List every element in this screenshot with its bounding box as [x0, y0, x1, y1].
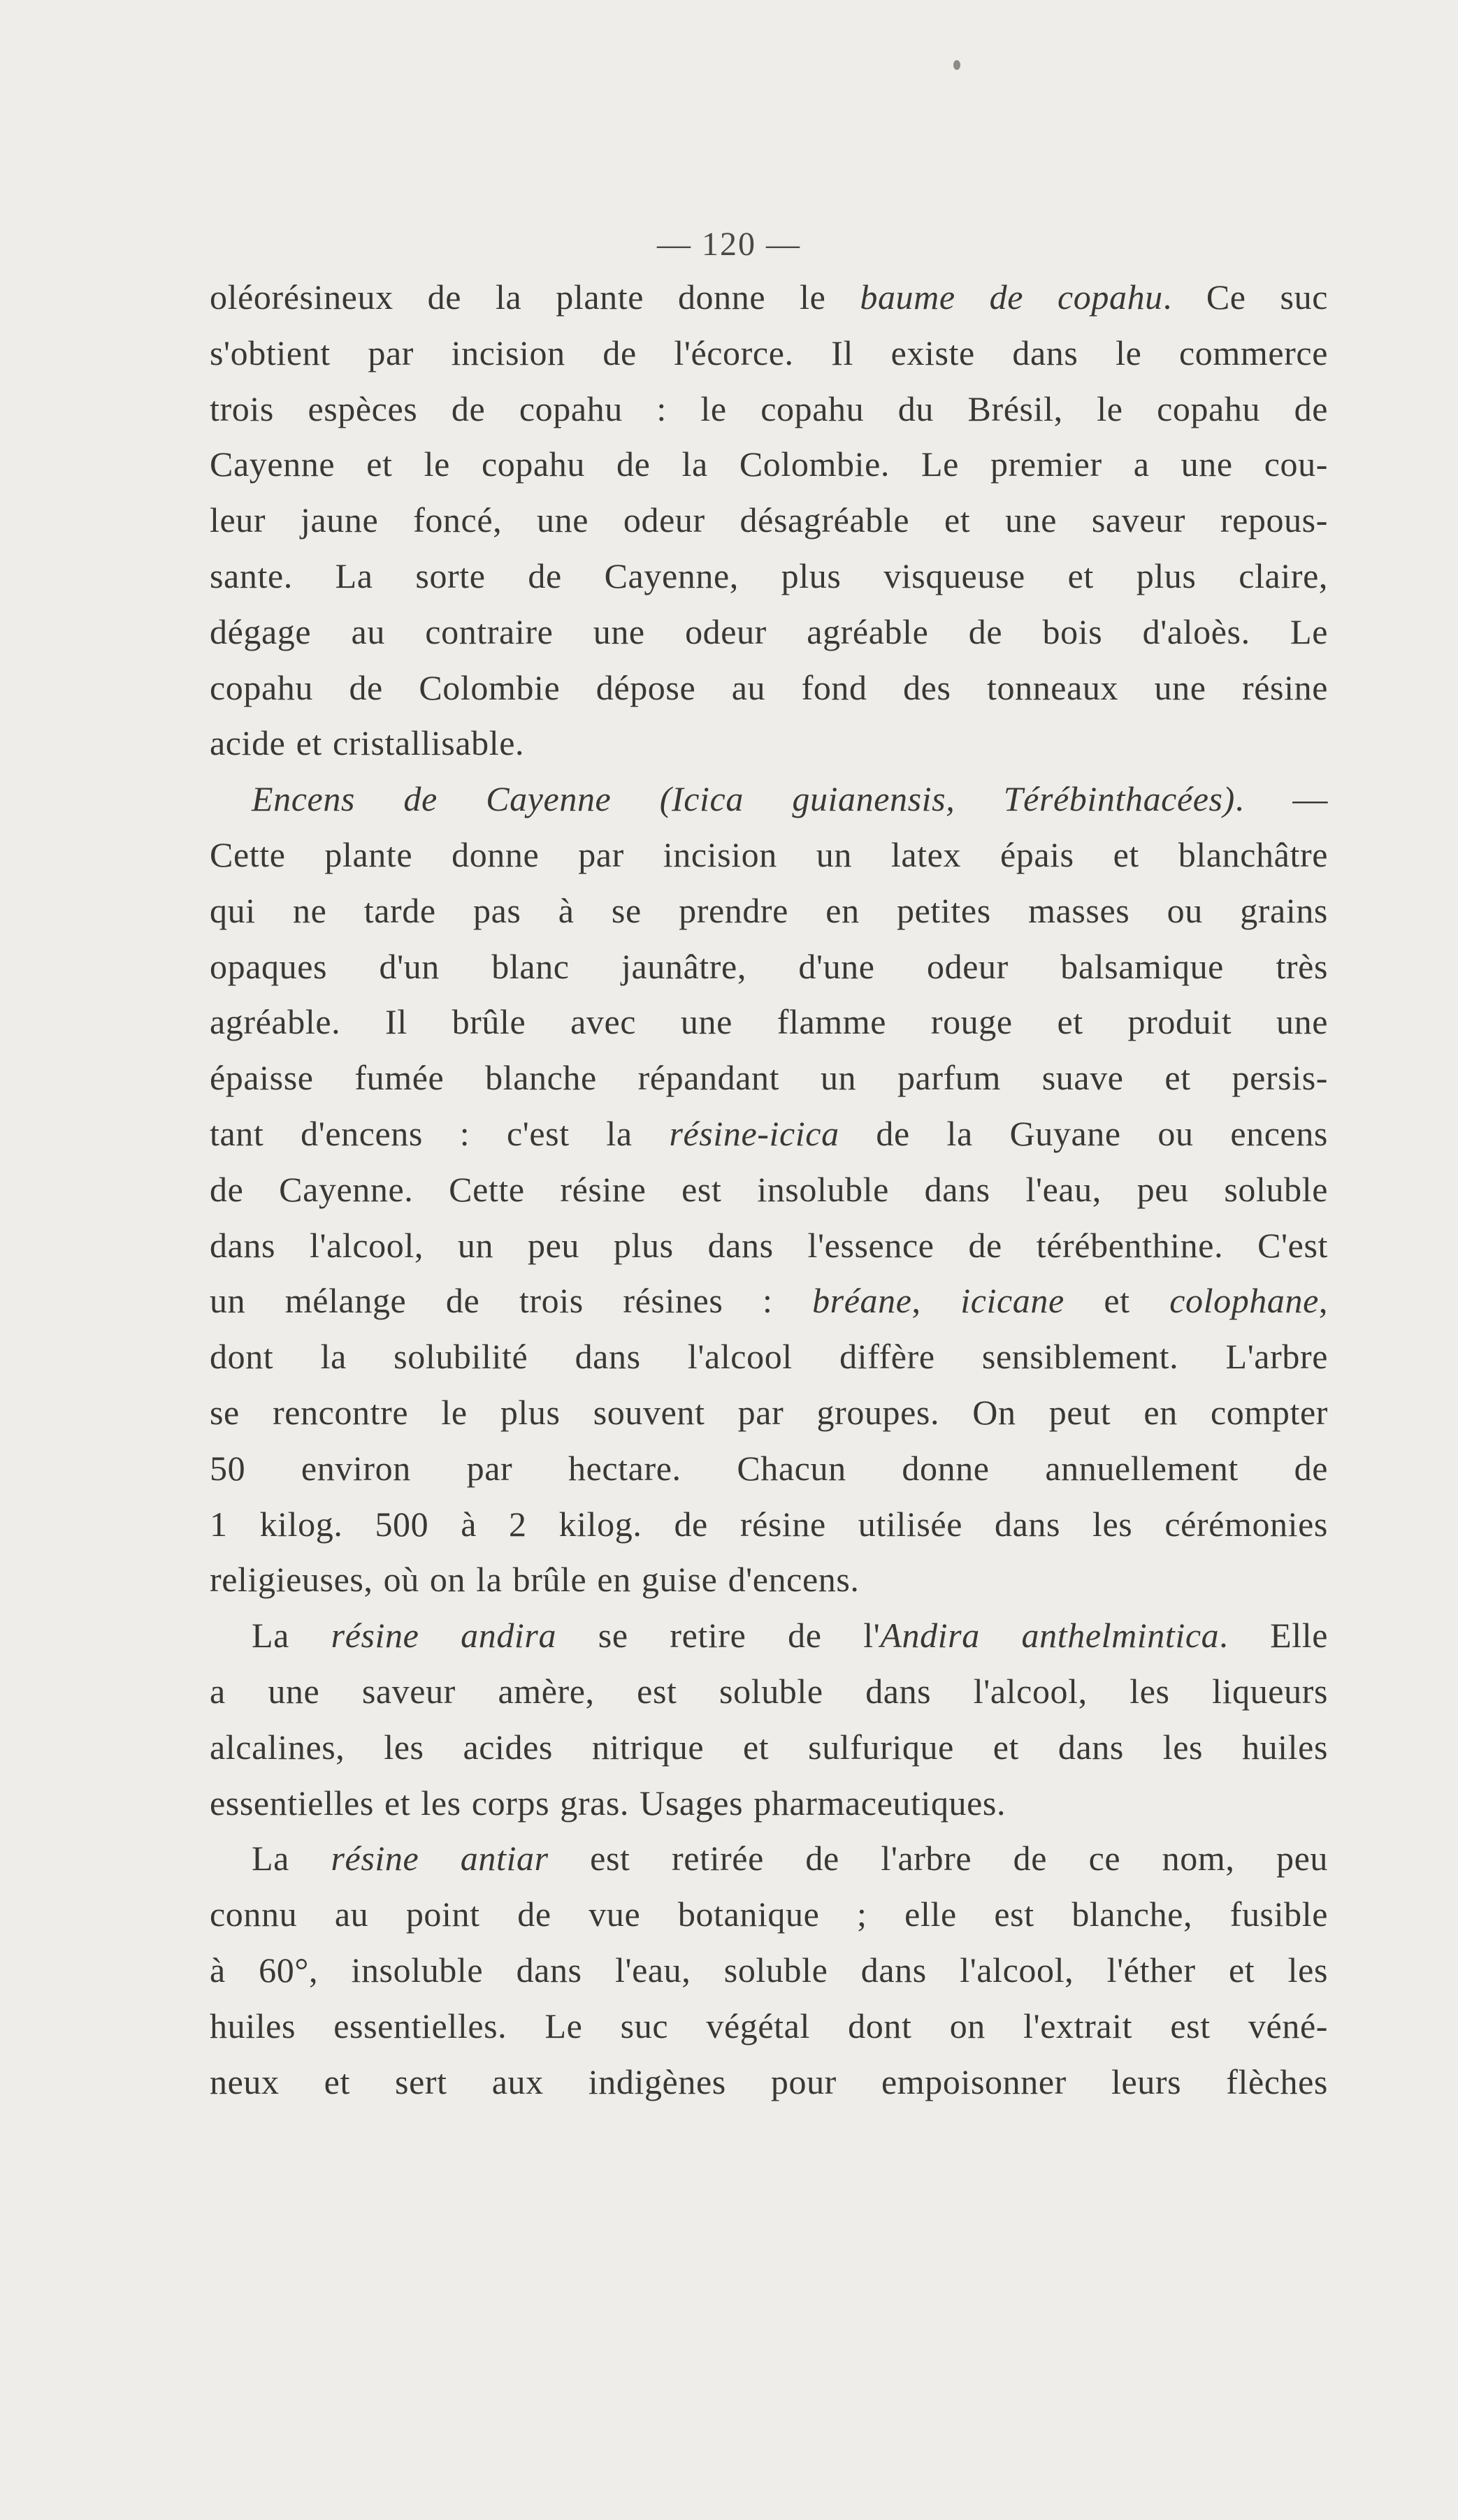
text-segment: dont la solubilité dans l'alcool diffère sensiblement. L'arbre: [210, 1337, 1328, 1377]
text-segment: à 60°, insoluble dans l'eau, soluble dans l'alcool, l'éther et les: [210, 1950, 1328, 1990]
text-segment: huiles essentielles. Le suc végétal dont on l'extrait est véné-: [210, 2006, 1328, 2045]
text-line: [210, 1497, 1328, 1553]
text-line: [210, 1273, 1328, 1329]
text-segment: neux et sert aux indigènes pour empoisonner leurs flèches: [210, 2062, 1328, 2101]
text-line: [210, 994, 1328, 1050]
text-line: [210, 1162, 1328, 1218]
text-segment: religieuses, où on la brûle en guise d'encens.: [210, 1560, 860, 1600]
italic-term: baume de copahu: [860, 277, 1163, 317]
text-segment: sante. La sorte de Cayenne, plus visqueuse et plus claire,: [210, 556, 1328, 595]
italic-term: résine andira: [331, 1616, 557, 1656]
text-segment: copahu de Colombie dépose au fond des tonneaux une résine: [210, 667, 1328, 707]
text-segment: . Ce suc: [1162, 277, 1328, 317]
text-segment: La: [252, 1839, 331, 1878]
text-segment: de la Guyane ou encens: [839, 1113, 1328, 1153]
text-segment: acide et cristallisable.: [210, 723, 525, 763]
text-segment: ,: [911, 1281, 961, 1321]
text-line: [210, 549, 1328, 604]
text-line: [210, 1441, 1328, 1497]
text-segment: 50 environ par hectare. Chacun donne annuellement de: [210, 1448, 1328, 1488]
text-segment: dégage au contraire une odeur agréable de bois d'aloès. Le: [210, 611, 1328, 651]
text-segment: a une saveur amère, est soluble dans l'alcool, les liqueurs: [210, 1671, 1328, 1711]
text-line: [210, 1943, 1328, 1999]
text-line: [210, 437, 1328, 493]
text-line: [210, 827, 1328, 883]
text-line: [210, 939, 1328, 995]
text-line: [210, 382, 1328, 437]
italic-term: résine-icica: [669, 1113, 839, 1153]
text-line: [210, 1329, 1328, 1385]
text-line: [210, 660, 1328, 716]
text-segment: se rencontre le plus souvent par groupes. On peut en compter: [210, 1392, 1328, 1432]
italic-term: colophane: [1169, 1281, 1319, 1321]
text-line: [210, 883, 1328, 939]
text-segment: . —: [1234, 779, 1328, 819]
text-line: [210, 1999, 1328, 2055]
text-line: [210, 2055, 1328, 2110]
text-segment: dans l'alcool, un peu plus dans l'essence de térébenthine. C'est: [210, 1225, 1328, 1265]
italic-term: icicane: [960, 1281, 1064, 1321]
text-segment: se retire de l': [556, 1616, 881, 1656]
text-line: [210, 1608, 1328, 1664]
paper-speck: [953, 60, 960, 70]
text-line: [210, 1218, 1328, 1274]
text-line: [210, 1106, 1328, 1162]
text-line: [210, 716, 1328, 772]
text-line: [210, 1720, 1328, 1776]
page-number: — 120 —: [657, 226, 801, 263]
italic-term: bréane: [812, 1281, 912, 1321]
text-segment: qui ne tarde pas à se prendre en petites masses ou grains: [210, 890, 1328, 930]
text-line: [210, 1385, 1328, 1441]
text-segment: un mélange de trois résines :: [210, 1281, 813, 1321]
italic-term: résine antiar: [331, 1839, 549, 1878]
text-line: [210, 493, 1328, 549]
text-segment: leur jaune foncé, une odeur désagréable et une saveur repous-: [210, 500, 1328, 540]
text-segment: connu au point de vue botanique ; elle est blanche, fusible: [210, 1895, 1328, 1934]
text-segment: alcalines, les acides nitrique et sulfurique et dans les huiles: [210, 1727, 1328, 1767]
text-segment: Cette plante donne par incision un latex épais et blanchâtre: [210, 834, 1328, 874]
body-text: [210, 270, 1328, 2110]
text-segment: s'obtient par incision de l'écorce. Il existe dans le commerce: [210, 333, 1328, 372]
text-line: [210, 270, 1328, 326]
text-segment: tant d'encens : c'est la: [210, 1113, 670, 1153]
italic-term: Encens de Cayenne (Icica guianensis, Térébinthacées): [252, 779, 1235, 819]
text-segment: agréable. Il brûle avec une flamme rouge et produit une: [210, 1002, 1328, 1042]
text-segment: ,: [1318, 1281, 1329, 1321]
text-line: [210, 1664, 1328, 1720]
text-line: [210, 1831, 1328, 1887]
text-line: [210, 1887, 1328, 1943]
text-line: [210, 1552, 1328, 1608]
text-line: [210, 604, 1328, 660]
text-segment: La: [252, 1616, 331, 1656]
text-segment: 1 kilog. 500 à 2 kilog. de résine utilisée dans les cérémonies: [210, 1504, 1328, 1544]
text-segment: et: [1064, 1281, 1170, 1321]
text-line: [210, 772, 1328, 827]
text-segment: épaisse fumée blanche répandant un parfum suave et persis-: [210, 1058, 1328, 1098]
text-segment: de Cayenne. Cette résine est insoluble dans l'eau, peu soluble: [210, 1169, 1328, 1209]
text-segment: oléorésineux de la plante donne le: [210, 277, 860, 317]
text-segment: essentielles et les corps gras. Usages pharmaceutiques.: [210, 1783, 1006, 1823]
text-segment: . Elle: [1219, 1616, 1329, 1656]
text-segment: trois espèces de copahu : le copahu du Brésil, le copahu de: [210, 389, 1328, 428]
text-line: [210, 1776, 1328, 1832]
text-segment: est retirée de l'arbre de ce nom, peu: [548, 1839, 1328, 1878]
text-line: [210, 1050, 1328, 1106]
text-line: [210, 326, 1328, 382]
text-segment: opaques d'un blanc jaunâtre, d'une odeur balsamique très: [210, 946, 1328, 986]
italic-term: Andira anthelmintica: [880, 1616, 1220, 1656]
text-segment: Cayenne et le copahu de la Colombie. Le premier a une cou-: [210, 444, 1328, 484]
